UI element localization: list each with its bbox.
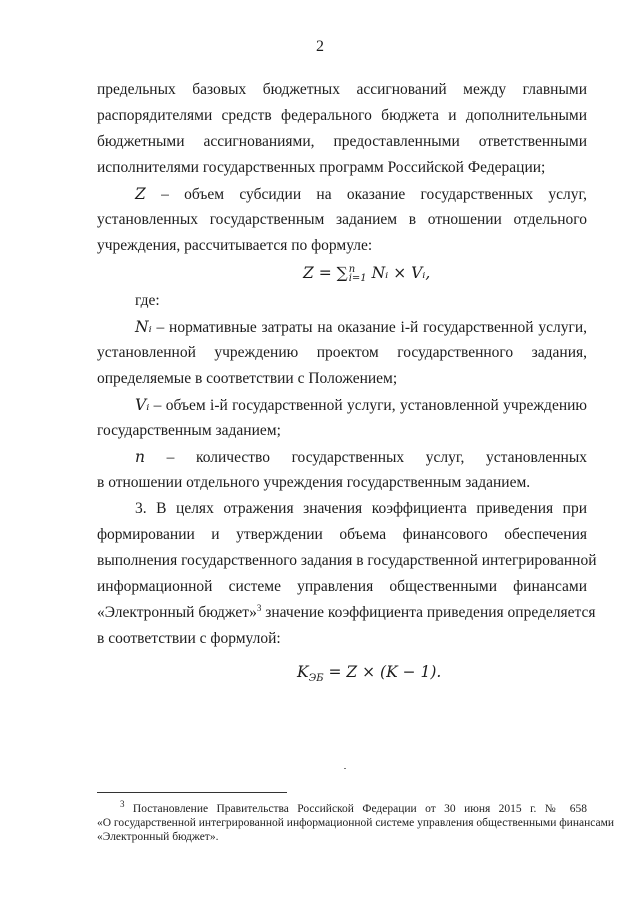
text-line: установленной учреждению проектом государственного задания, [97, 344, 587, 361]
text-span: – нормативные затраты на оказание i-й государственной услуги, [151, 319, 587, 336]
formula-k-subscript: ЭБ [308, 673, 324, 685]
text-line [135, 183, 587, 206]
text-line: предельных базовых бюджетных ассигнований между главными [97, 81, 587, 98]
formula-rhs: = Z × (K − 1). [323, 663, 442, 681]
formula-z [303, 262, 430, 284]
text-line [135, 446, 587, 469]
variable-n: n [135, 448, 145, 466]
footnote-separator [97, 792, 287, 793]
text-span: – объем i-й государственной услуги, установленной учреждению [149, 397, 587, 414]
where-label: где: [135, 292, 160, 309]
text-line: 3. В целях отражения значения коэффициента приведения при [135, 500, 587, 517]
variable-n-i: Nᵢ [135, 318, 152, 336]
text-line: государственным заданием; [97, 422, 281, 439]
variable-v-i: Vᵢ [135, 396, 150, 414]
page-number: 2 [316, 38, 324, 55]
formula-lhs: Z = [303, 264, 337, 282]
text-line: распорядителями средств федерального бюджета и дополнительными [97, 107, 587, 124]
footnote-line: «О государственной интегрированной информационной системе управления общественными финансами [97, 817, 615, 829]
text-line: формировании и утверждении объема финансового обеспечения [97, 526, 587, 543]
text-line: исполнителями государственных программ Российской Федерации; [97, 159, 546, 176]
sum-upper-limit: n [348, 264, 356, 275]
text-line: установленных государственным заданием в отношении отдельного [97, 211, 587, 228]
text-line [97, 602, 596, 624]
variable-z: Z [135, 185, 146, 203]
formula-k-eb [297, 661, 441, 690]
text-span: Постановление Правительства Российской Федерации от 30 июня 2015 г. № 658 [132, 803, 587, 815]
footnote-line: «Электронный бюджет». [97, 831, 219, 843]
scan-speck [344, 768, 346, 769]
text-line: учреждения, рассчитывается по формуле: [97, 237, 373, 254]
text-span: – объем субсидии на оказание государственных услуг, [161, 186, 588, 203]
text-span: – количество государственных услуг, установленных [166, 449, 588, 466]
formula-k: K [297, 663, 309, 681]
text-line: в соответствии с формулой: [97, 630, 281, 647]
text-line: бюджетными ассигнованиями, предоставленными ответственными [97, 133, 587, 150]
formula-rhs: Nᵢ × Vᵢ, [366, 264, 431, 282]
text-line: выполнения государственного задания в государственной интегрированной [97, 552, 597, 569]
text-line [135, 394, 587, 417]
text-line [135, 316, 587, 339]
text-line: информационной системе управления общественными финансами [97, 578, 587, 595]
sum-sign: ∑ [336, 264, 348, 282]
sum-lower-limit: i=1 [348, 273, 367, 284]
footnote-ref: 3 [256, 602, 262, 613]
footnote-line [120, 799, 587, 816]
footnote-mark: 3 [120, 799, 125, 810]
text-line: в отношении отдельного учреждения государственным заданием. [97, 474, 531, 491]
text-span: значение коэффициента приведения определяется [261, 604, 596, 621]
text-span: «Электронный бюджет» [97, 604, 257, 621]
text-line: определяемые в соответствии с Положением; [97, 370, 398, 387]
